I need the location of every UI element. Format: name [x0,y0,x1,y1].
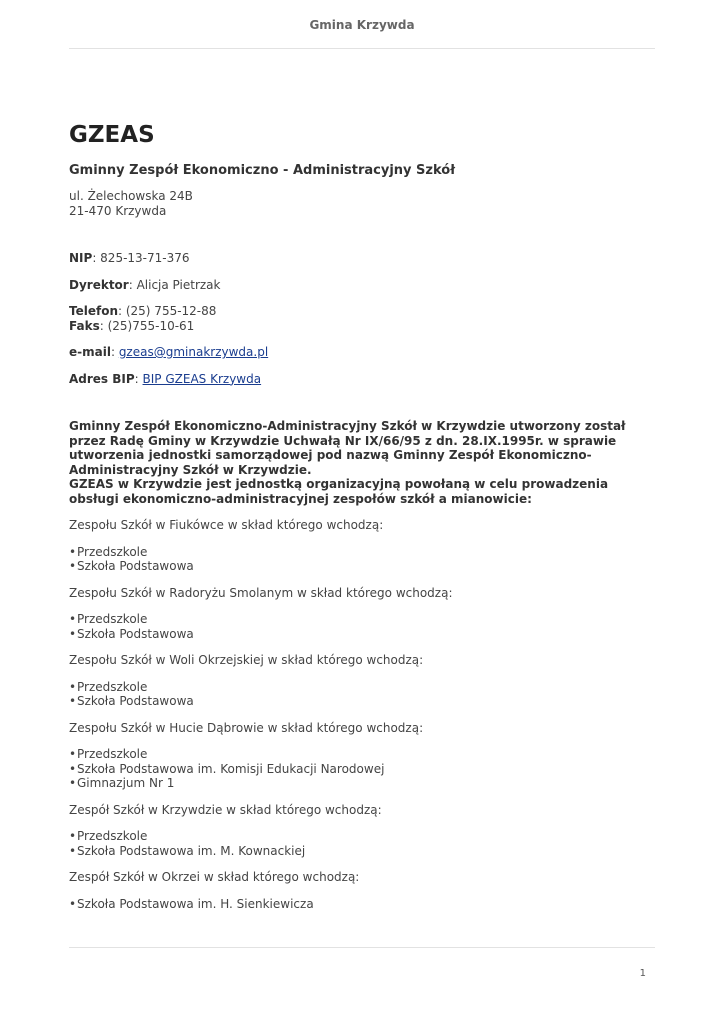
phone-fax-block [69,304,655,333]
list-item: • Gimnazjum Nr 1 [69,776,655,791]
school-list [69,747,655,791]
list-item: • Przedszkole [69,545,655,560]
section-heading: Zespołu Szkół w Fiukówce w skład którego wchodzą: [69,518,384,532]
director-value: : Alicja Pietrzak [128,277,221,292]
school-section [69,870,655,911]
school-section [69,721,655,791]
fax-line [69,319,655,334]
header-title: Gmina Krzywda [309,18,415,32]
phone-value: : (25) 755-12-88 [118,304,217,318]
address-city: 21-470 Krzywda [69,203,167,218]
email-link[interactable]: gzeas@gminakrzywda.pl [118,345,269,359]
phone-label: Telefon [69,304,118,318]
bip-link[interactable]: BIP GZEAS Krzywda [142,371,262,386]
list-item: • Szkoła Podstawowa im. H. Sienkiewicza [69,897,655,912]
address-block [69,189,655,218]
list-item: • Szkoła Podstawowa [69,559,655,574]
list-item: • Przedszkole [69,829,655,844]
intro-paragraph-2: GZEAS w Krzywdzie jest jednostką organizacyjną powołaną w celu prowadzenia obsługi ekonomiczno-administracyjnej zespołów szkół a mianowicie: [69,477,609,506]
page-number: 1 [639,968,646,979]
list-item: • Szkoła Podstawowa [69,694,655,709]
school-list [69,829,655,858]
school-section [69,586,655,642]
school-list [69,897,655,912]
section-heading: Zespołu Szkół w Hucie Dąbrowie w skład którego wchodzą: [69,720,424,735]
director-label: Dyrektor [69,277,129,292]
school-list [69,612,655,641]
nip-line [69,251,655,266]
list-item: • Szkoła Podstawowa im. M. Kownackiej [69,844,655,859]
fax-value: : (25)755-10-61 [99,318,195,333]
bip-separator: : [134,371,143,386]
list-item: • Przedszkole [69,612,655,627]
school-section [69,803,655,859]
list-item: • Szkoła Podstawowa im. Komisji Edukacji Narodowej [69,762,655,777]
intro-text [69,419,655,506]
nip-value: : 825-13-71-376 [92,251,190,265]
page-title: GZEAS [69,122,155,148]
phone-line [69,304,655,319]
bip-line [69,372,655,387]
document-body [69,120,655,911]
fax-label: Faks [69,318,100,333]
list-item: • Szkoła Podstawowa [69,627,655,642]
section-heading: Zespół Szkół w Krzywdzie w skład którego wchodzą: [69,802,382,817]
section-heading: Zespołu Szkół w Woli Okrzejskiej w skład którego wchodzą: [69,653,424,667]
address-street: ul. Żelechowska 24B [69,189,193,203]
footer-divider [69,947,655,948]
email-separator: : [110,345,119,359]
school-list [69,545,655,574]
email-label: e-mail [69,345,111,359]
school-section [69,653,655,709]
page-subtitle: Gminny Zespół Ekonomiczno - Administracyjny Szkół [69,163,456,178]
section-heading: Zespołu Szkół w Radoryżu Smolanym w skład którego wchodzą: [69,585,453,600]
intro-paragraph-1: Gminny Zespół Ekonomiczno-Administracyjny Szkół w Krzywdzie utworzony został przez Radę Gminy w Krzywdzie Uchwałą Nr IX/66/95 z dn. 28.IX.1995r. w sprawie utworzenia jednostki samorządowej pod nazwą Gminny Zespół Ekonomiczno-Administracyjny Szkół w Krzywdzie. [69,419,626,477]
nip-label: NIP [69,251,93,265]
bip-label: Adres BIP [69,371,135,386]
director-line [69,278,655,293]
section-heading: Zespół Szkół w Okrzei w skład którego wchodzą: [69,870,360,884]
school-section [69,518,655,574]
page-header [69,0,655,49]
school-list [69,680,655,709]
list-item: • Przedszkole [69,680,655,695]
list-item: • Przedszkole [69,747,655,762]
email-line [69,345,655,360]
